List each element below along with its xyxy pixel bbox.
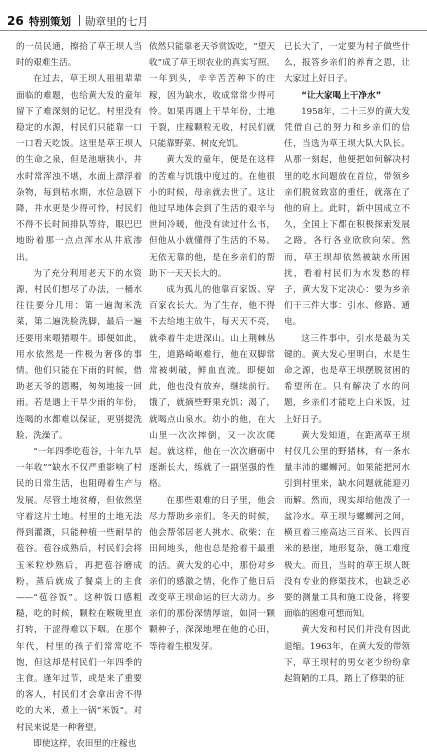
paragraph: 在那些艰难的日子里，他会尽力帮助乡亲们。冬天的时候，他会帮邻居老人挑水、砍柴；在田间地头，他也总是抢着干最重的活。黄大发的心中，那份对乡亲们的感激之情，化作了他日后改变草王坝命运的巨大动力。乡亲们的那份深情厚谊，如同一颗颗种子，深深地埋在他的心田，等待着生根发芽。 bbox=[149, 495, 275, 652]
paragraph: 这三件事中，引水是最为关键的。黄大发心里明白，水是生命之源，也是草王坝摆脱贫困的希望所在。只有解决了水的问题，乡亲们才能吃上白米饭，过上好日子。 bbox=[284, 333, 410, 425]
paragraph: 成为孤儿的他靠百家饭、穿百家衣长大。为了生存，他不得不去给地主放牛，每天天不亮，就牵着牛走进深山。山上荆棘丛生，道路崎岖难行，他在双脚常常被刺破，鲜血直流。即便如此，他也没有放弃，继续前行。饿了，就摘些野果充饥；渴了，就喝点山泉水。幼小的他，在大山里一次次摔倒，又一次次爬起。就这样，他在一次次磨砺中逐渐长大，练就了一副坚强的性格。 bbox=[149, 285, 275, 490]
paragraph: 即使这样，农田里的庄稼也 bbox=[33, 738, 137, 749]
paragraph: 为了充分利用老天下的水资源，村民们想尽了办法，一桶水往往要分几用：第一遍淘米洗菜，第二遍洗脸洗脚，最后一遍还要用来喂猪喂牛。即便如此，用水依然是一件极为奢侈的事情。他们只能在下雨的时候，借助老天爷的恩赐，匆匆地接一回雨。若是遇上干旱少雨的年份，连喝的水都难以保证，更别提洗脸、洗澡了。 bbox=[16, 268, 142, 441]
paragraph: 黄大发的童年，便是在这样的苦难与饥饿中度过的。在他很小的时候，母亲就去世了。这让他过早地体会到了生活的艰辛与世间冷暖，他没有读过什么书，但他从小就懂得了生活的不易。无依无靠的他，是在乡亲们的帮助下一天天长大的。 bbox=[149, 155, 275, 279]
text-column-2 bbox=[149, 39, 275, 652]
page-number: 26 bbox=[7, 14, 24, 28]
paragraph: 黄大发和村民们并没有因此退缩。1963年，在黄大发的带领下，草王坝村的男女老少纷纷拿起简陋的工具，踏上了修渠的征 bbox=[284, 625, 410, 684]
header-rule bbox=[0, 30, 427, 31]
text-column-1 bbox=[16, 39, 142, 749]
running-title: 勋章里的七月 bbox=[85, 16, 148, 28]
section-tag: 特别策划 bbox=[29, 16, 71, 28]
paragraph: 已长大了，一定要为村子做些什么，报答乡亲们的养育之恩，让大家过上好日子。 bbox=[284, 42, 410, 85]
section-subheading: “让大家喝上干净水” bbox=[301, 90, 382, 101]
text-column-3 bbox=[284, 39, 410, 684]
paragraph: 依然只能靠老天爷赏饭吃，“望天收”成了草王坝农业的真实写照。一年到头，辛辛苦苦种下的庄稼，因为缺水，收成常常少得可怜。如果再遇上干旱年份，土地干裂，庄稼颗粒无收，村民们就只能靠野菜、树皮充饥。 bbox=[149, 42, 275, 150]
header-separator bbox=[79, 15, 80, 26]
page-header bbox=[0, 0, 427, 30]
paragraph: 黄大发知道，在距离草王坝村仅几公里的野猪林，有一条水量丰沛的螺蛳河。如果能把河水引到村里来，缺水问题就能迎刃而解。然而，现实却给他泼了一盆冷水。草王坝与螺蛳河之间，横亘着三座高达三百米、长四百米的悬崖，地形复杂，施工难度极大。而且，当时的草王坝人既没有专业的修渠技术，也缺乏必要的测量工具和施工设备，将要面临的困难可想而知。 bbox=[284, 430, 410, 620]
paragraph: 1958年，二十三岁的黄大发凭借自己的努力和乡亲们的信任，当选为草王坝大队大队长。从那一刻起，他便把如何解决村里的吃水问题放在首位，带领乡亲们脱贫致富的重任，就落在了他的肩上。此时，新中国成立不久，全国上下都在积极探索发展之路，各行各业欣欣向荣。然而，草王坝却依然被缺水所困扰，看着村民们为水发愁的样子，黄大发下定决心：要为乡亲们干三件大事：引水、修路、通电。 bbox=[284, 106, 410, 328]
paragraph: “一年四季吃苞谷，十年九旱一年收”“缺水不仅严重影响了村民的日常生活，也阻碍着生产与发展。尽管土地贫瘠，但依然坚守着这片土地。村里的土地无法得到灌溉，只能种植一些耐旱的苞谷。苞谷成熟后，村民们会将玉米粒炒熟后，再把苞谷磨成粉，蒸后就成了餐桌上的主食——“苞谷饭”。这种饭口感粗糙，吃的时候，颗粒在喉咙里直打转，干涩得难以下咽。在那个年代，村里的孩子们常常吃不饱，但这却是村民们一年四季的主食。逢年过节，或是来了重要的客人，村民们才会拿出舍不得吃的大米，煮上一锅“米饭”。对村民来说是一种奢望。 bbox=[16, 447, 142, 733]
paragraph: 在过去，草王坝人祖祖辈辈面临的难题，也给黄大发的童年留下了难深刻的记忆。村里没有稳定的水源，村民们只能靠一口一口看天吃饭。这里是草王坝人的生命之泉，但是池塘狭小，井水时常浑浊不堪，水面上漂浮着杂物，每到枯水期，水位急剧下降，井水更是少得可怜，村民们不得不长时间排队等待，眼巴巴地盼着那一点点浑水从井底渗出。 bbox=[16, 74, 142, 263]
paragraph: 的一员民通，擦拾了草王坝人当时的艰难生活。 bbox=[16, 42, 142, 69]
